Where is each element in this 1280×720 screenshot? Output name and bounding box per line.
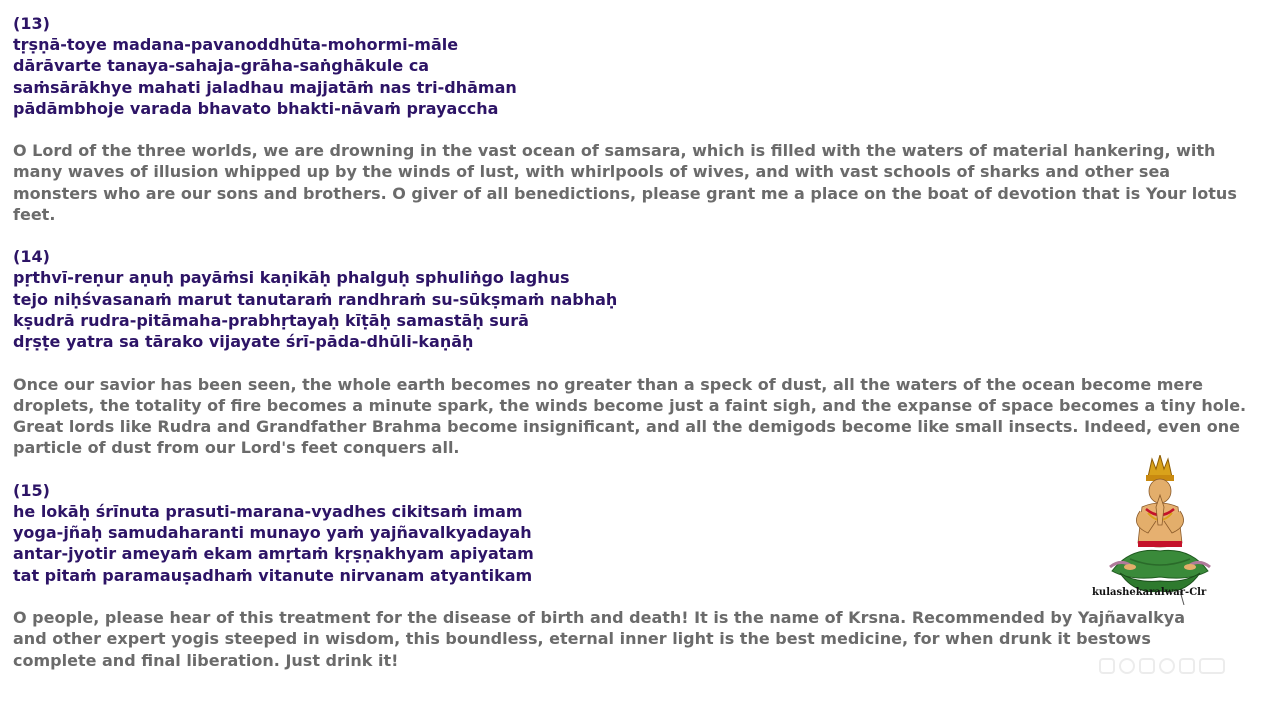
verse-translation: O people, please hear of this treatment for the disease of birth and death! It is the name of Krsna. Recommended by Yajñavalkya and other expert yogis steeped in wisdom, this boundless, eternal inner light is the best medicine, for when drunk it bestows complete and final liberation. Just drink it! [13,607,1185,670]
verse-translation: O Lord of the three worlds, we are drowning in the vast ocean of samsara, which is filled with the waters of material hankering, with many waves of illusion whipped up by the winds of lust, with whirlpools of wives, and with vast schools of sharks and other sea monsters who are our sons and brothers. O giver of all benedictions, please grant me a place on the boat of devotion that is Your lotus feet. [13,141,1237,225]
sanskrit-line: tat pitaṁ paramauṣadhaṁ vitanute nirvanam atyantikam [13,565,533,585]
verse-15 [13,480,1263,671]
verse-number: (15) [13,480,50,500]
verse-13 [13,13,1263,225]
verse-number: (14) [13,247,50,267]
verse-number: (13) [13,14,50,33]
sanskrit-line: kṣudrā rudra-pitāmaha-prabhṛtayaḥ kīṭāḥ samastāḥ surā [13,310,529,330]
sanskrit-line: he lokāḥ śrīnuta prasuti-marana-vyadhes cikitsaṁ imam [13,501,523,521]
sanskrit-line: pṛthvī-reṇur aṇuḥ payāṁsi kaṇikāḥ phalguḥ sphuliṅgo laghus [13,268,570,288]
sanskrit-line: tejo niḥśvasanaṁ marut tanutaraṁ randhraṁ su-sūkṣmaṁ nabhaḥ [13,289,618,309]
verse-document [13,13,1263,692]
verse-14 [13,246,1263,458]
verse-translation: Once our savior has been seen, the whole earth becomes no greater than a speck of dust, all the waters of the ocean become mere droplets, the totality of fire becomes a minute spark, the winds become just a faint sigh, and the expanse of space becomes a tiny hole. Great lords like Rudra and Grandfather Brahma become insignificant, and all the demigods become like small insects. Indeed, even one particle of dust from our Lord's feet conquers all. [13,374,1247,458]
sanskrit-line: antar-jyotir ameyaṁ ekam amṛtaṁ kṛṣṇakhyam apiyatam [13,544,534,564]
sanskrit-line: saṁsārākhye mahati jaladhau majjatāṁ nas tri-dhāman [13,77,517,97]
sanskrit-line: tṛṣṇā-toye madana-pavanoddhūta-mohormi-māle [13,35,459,54]
sanskrit-line: dārāvarte tanaya-sahaja-grāha-saṅghākule ca [13,56,430,76]
watermark-logo-icon [1098,653,1228,677]
seated-saint-illustration-icon [1090,455,1230,605]
sanskrit-line: pādāmbhoje varada bhavato bhakti-nāvaṁ prayaccha [13,98,499,118]
sanskrit-line: dṛṣṭe yatra sa tārako vijayate śrī-pāda-dhūli-kaṇāḥ [13,332,474,352]
illustration-caption: kulashekaralwar-Clr [1092,587,1207,598]
sanskrit-line: yoga-jñaḥ samudaharanti munayo yaṁ yajñavalkyadayah [13,523,532,543]
